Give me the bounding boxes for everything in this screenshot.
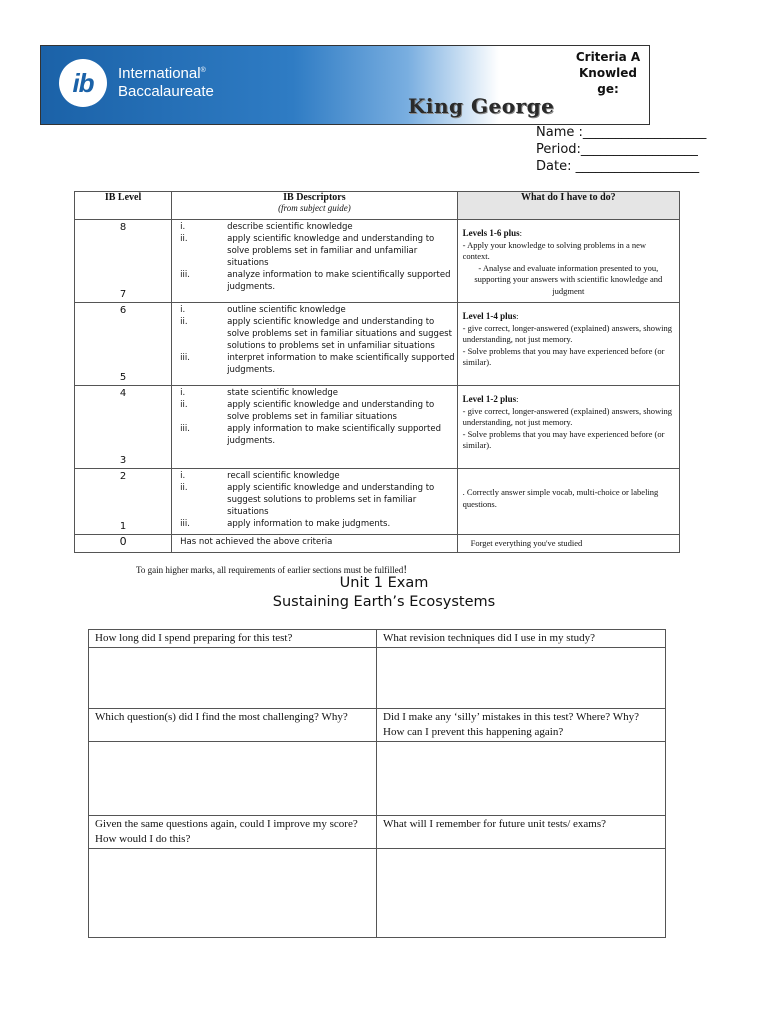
level-cell: 0 xyxy=(75,535,172,553)
descriptor-item: ii. apply scientific knowledge and understanding to suggest solutions to problems set in familiar situations xyxy=(180,483,435,517)
rubric-row-4-3 xyxy=(75,386,680,469)
descriptor-item: ii. apply scientific knowledge and understanding to solve problems set in familiar situations and suggest solutions to problems set in unfamiliar situations xyxy=(180,317,452,351)
header-ib-descriptors xyxy=(172,192,457,220)
answer-box[interactable] xyxy=(377,849,666,938)
exam-title: Unit 1 Exam xyxy=(339,575,429,591)
answer-box[interactable] xyxy=(89,849,377,938)
descriptor-item: iii. apply information to make scientifically supported judgments. xyxy=(180,424,442,446)
todo-cell: Forget everything you've studied xyxy=(457,535,679,553)
question-cell: How long did I spend preparing for this test? xyxy=(89,630,377,648)
descriptor-cell: Has not achieved the above criteria xyxy=(172,535,457,553)
rubric-row-8-7 xyxy=(75,220,680,303)
level-low: 3 xyxy=(119,455,127,466)
level-cell xyxy=(75,220,172,303)
criteria-line3: ge: xyxy=(597,82,619,96)
question-row xyxy=(89,816,666,849)
todo-line: - give correct, longer-answered (explained) answers, showing understanding, not just memory. xyxy=(462,405,673,428)
descriptor-item: ii. apply scientific knowledge and understanding to solve problems set in familiar and unfamiliar situations xyxy=(180,234,435,268)
header-what-to-do: What do I have to do? xyxy=(457,192,679,220)
rubric-row-2-1 xyxy=(75,469,680,535)
todo-cell: Level 1-4 plus: - give correct, longer-answered (explained) answers, showing understanding, not just memory. - Solve problems that you may have experienced before (or similar). xyxy=(457,303,679,386)
criteria-line2: Knowled xyxy=(578,66,637,80)
todo-line: - Solve problems that you may have experienced before (or similar). xyxy=(462,345,665,368)
todo-line: - Analyse and evaluate information presented to you, supporting your answers with scientific knowledge and judgment xyxy=(474,262,663,296)
note-mark: ! xyxy=(403,562,408,576)
answer-box[interactable] xyxy=(377,742,666,816)
criteria-line1: Criteria A xyxy=(575,50,641,64)
todo-line: - give correct, longer-answered (explained) answers, showing understanding, not just memory. xyxy=(462,322,673,345)
question-cell: Did I make any ‘silly’ mistakes in this test? Where? Why? How can I prevent this happening again? xyxy=(377,709,666,742)
header-descriptors-title: IB Descriptors xyxy=(283,192,346,203)
todo-title: Level 1-2 plus xyxy=(462,394,517,404)
answer-box[interactable] xyxy=(89,742,377,816)
level-high: 2 xyxy=(119,471,127,482)
level-low: 5 xyxy=(119,372,127,383)
descriptor-item: i. describe scientific knowledge xyxy=(180,222,353,232)
question-cell: What will I remember for future unit tests/ exams? xyxy=(377,816,666,849)
header-banner xyxy=(40,45,650,125)
rubric-header-row xyxy=(75,192,680,220)
level-low: 7 xyxy=(119,289,127,300)
descriptor-item: i. recall scientific knowledge xyxy=(180,471,340,481)
header-descriptors-subtitle: (from subject guide) xyxy=(278,203,351,213)
todo-title: Levels 1-6 plus xyxy=(462,228,520,238)
level-cell xyxy=(75,386,172,469)
answer-box[interactable] xyxy=(377,648,666,709)
todo-line: - Apply your knowledge to solving problems in a new context. xyxy=(462,239,647,262)
rubric-table xyxy=(74,191,680,553)
org-name-line1: International xyxy=(118,65,201,82)
todo-cell: Level 1-2 plus: - give correct, longer-answered (explained) answers, showing understanding, not just memory. - Solve problems that you may have experienced before (or similar). xyxy=(457,386,679,469)
criteria-label xyxy=(569,49,647,97)
name-field[interactable]: Name :___________________ xyxy=(536,125,707,140)
question-cell: What revision techniques did I use in my study? xyxy=(377,630,666,648)
descriptor-cell xyxy=(172,303,457,386)
descriptor-item: i. outline scientific knowledge xyxy=(180,305,346,315)
exam-subtitle: Sustaining Earth’s Ecosystems xyxy=(272,594,496,610)
rubric-row-0 xyxy=(75,535,680,553)
school-name: King George xyxy=(408,94,555,118)
header-ib-level: IB Level xyxy=(75,192,172,220)
todo-line: . Correctly answer simple vocab, multi-choice or labeling questions. xyxy=(462,487,659,509)
organization-name xyxy=(118,62,214,101)
answer-box[interactable] xyxy=(89,648,377,709)
registered-mark: ® xyxy=(200,67,206,74)
reflection-table xyxy=(88,629,666,938)
level-cell xyxy=(75,469,172,535)
date-field[interactable]: Date: ___________________ xyxy=(536,159,700,174)
level-low: 1 xyxy=(119,521,127,532)
org-name-line2: Baccalaureate xyxy=(118,83,214,100)
level-high: 4 xyxy=(119,388,127,399)
descriptor-item: iii. analyze information to make scientifically supported judgments. xyxy=(180,270,451,292)
level-high: 6 xyxy=(119,305,127,316)
rubric-note: To gain higher marks, all requirements of earlier sections must be fulfilled! xyxy=(136,562,408,576)
todo-cell: Levels 1-6 plus: - Apply your knowledge to solving problems in a new context. - Analyse and evaluate information presented to you, supporting your answers with scientific knowledge and judgment xyxy=(457,220,679,303)
question-cell: Given the same questions again, could I improve my score? How would I do this? xyxy=(89,816,377,849)
question-row xyxy=(89,630,666,648)
descriptor-item: iii. apply information to make judgments. xyxy=(180,519,391,529)
level-cell xyxy=(75,303,172,386)
descriptor-cell xyxy=(172,469,457,535)
rubric-row-6-5 xyxy=(75,303,680,386)
todo-cell xyxy=(457,469,679,535)
descriptor-item: ii. apply scientific knowledge and understanding to solve problems set in familiar situations xyxy=(180,400,435,422)
level-high: 8 xyxy=(119,222,127,233)
answer-row xyxy=(89,742,666,816)
question-cell: Which question(s) did I find the most challenging? Why? xyxy=(89,709,377,742)
descriptor-item: iii. interpret information to make scientifically supported judgments. xyxy=(180,353,455,375)
answer-row xyxy=(89,849,666,938)
todo-title: Level 1-4 plus xyxy=(462,311,517,321)
ib-logo: ib xyxy=(59,59,107,107)
student-info xyxy=(536,124,706,175)
descriptor-item: i. state scientific knowledge xyxy=(180,388,338,398)
descriptor-cell xyxy=(172,220,457,303)
answer-row xyxy=(89,648,666,709)
descriptor-cell xyxy=(172,386,457,469)
question-row xyxy=(89,709,666,742)
todo-line: - Solve problems that you may have experienced before (or similar). xyxy=(462,428,665,451)
period-field[interactable]: Period:__________________ xyxy=(536,142,698,157)
